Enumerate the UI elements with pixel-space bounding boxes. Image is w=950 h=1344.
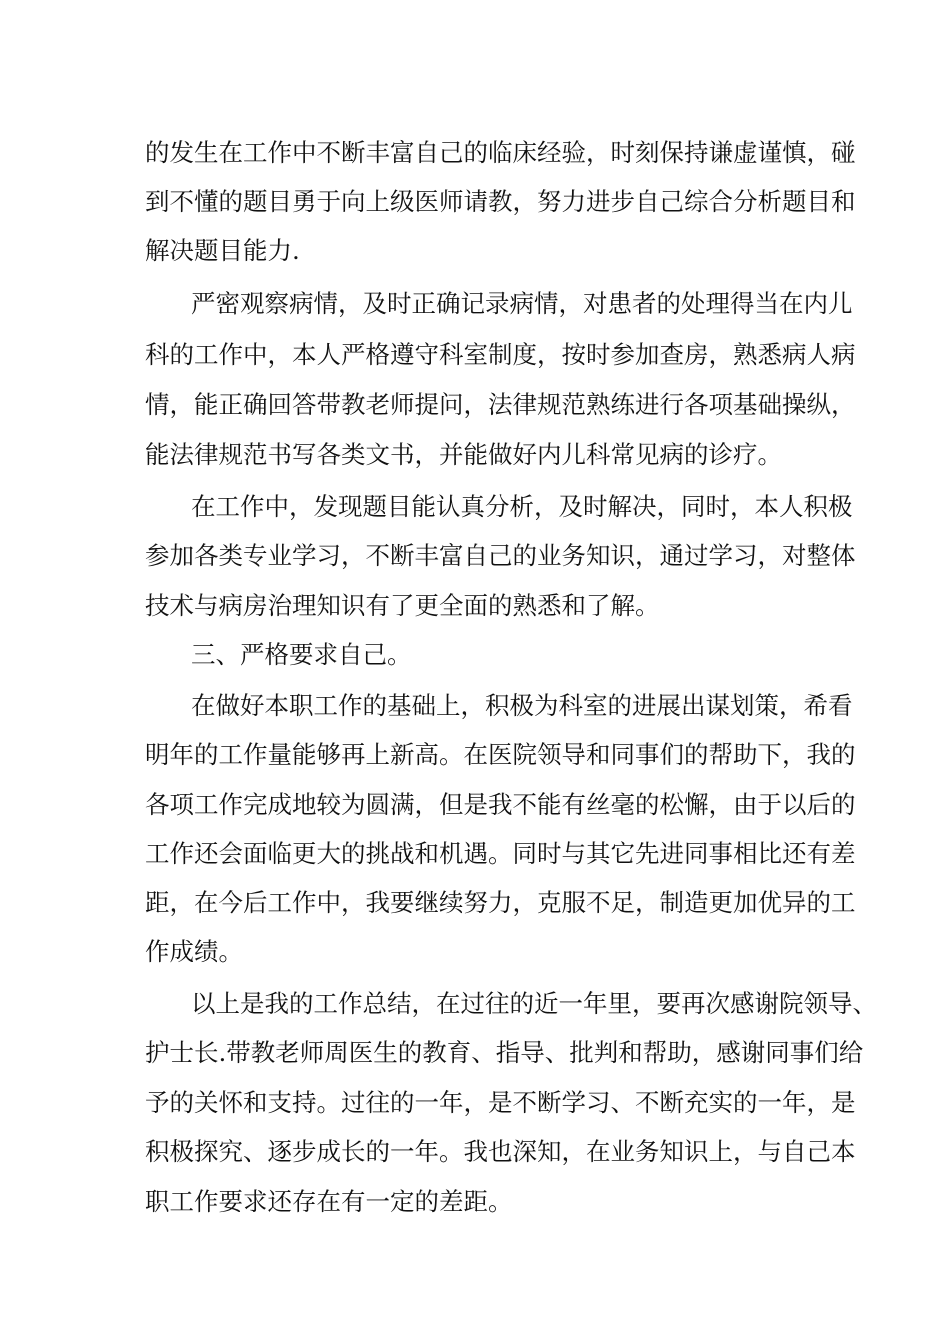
text-line: 作成绩。 bbox=[145, 937, 243, 966]
text-line: 护士长.带教老师周医生的教育、指导、批判和帮助，感谢同事们给 bbox=[145, 1038, 864, 1067]
text-line: 情，能正确回答带教老师提问，法律规范熟练进行各项基础操纵， bbox=[145, 390, 856, 419]
text-line: 解决题目能力. bbox=[145, 236, 300, 265]
text-line: 距，在今后工作中，我要继续努力，克服不足，制造更加优异的工 bbox=[145, 888, 856, 917]
text-line: 能法律规范书写各类文书，并能做好内儿科常见病的诊疗。 bbox=[145, 440, 782, 469]
text-line: 各项工作完成地较为圆满，但是我不能有丝毫的松懈，由于以后的 bbox=[145, 790, 856, 819]
paragraph-start-line: 严密观察病情，及时正确记录病情，对患者的处理得当在内儿 bbox=[191, 289, 853, 318]
text-line: 的发生在工作中不断丰富自己的临床经验，时刻保持谦虚谨慎，碰 bbox=[145, 138, 856, 167]
paragraph-start-line: 在做好本职工作的基础上，积极为科室的进展出谋划策，希看 bbox=[191, 691, 853, 720]
text-line: 到不懂的题目勇于向上级医师请教，努力进步自己综合分析题目和 bbox=[145, 187, 856, 216]
text-line: 积极探究、逐步成长的一年。我也深知，在业务知识上，与自己本 bbox=[145, 1137, 856, 1166]
text-line: 明年的工作量能够再上新高。在医院领导和同事们的帮助下，我的 bbox=[145, 740, 856, 769]
text-line: 予的关怀和支持。过往的一年，是不断学习、不断充实的一年，是 bbox=[145, 1088, 856, 1117]
text-line: 科的工作中，本人严格遵守科室制度，按时参加查房，熟悉病人病 bbox=[145, 340, 856, 369]
text-line: 工作还会面临更大的挑战和机遇。同时与其它先进同事相比还有差 bbox=[145, 839, 856, 868]
text-line: 参加各类专业学习，不断丰富自己的业务知识，通过学习，对整体 bbox=[145, 541, 856, 570]
text-line: 技术与病房治理知识有了更全面的熟悉和了解。 bbox=[145, 591, 660, 620]
text-line: 职工作要求还存在有一定的差距。 bbox=[145, 1187, 513, 1216]
paragraph-start-line: 以上是我的工作总结，在过往的近一年里，要再次感谢院领导、 bbox=[191, 989, 877, 1018]
paragraph-start-line: 在工作中，发现题目能认真分析，及时解决，同时，本人积极 bbox=[191, 492, 853, 521]
section-heading: 三、严格要求自己。 bbox=[191, 640, 412, 669]
